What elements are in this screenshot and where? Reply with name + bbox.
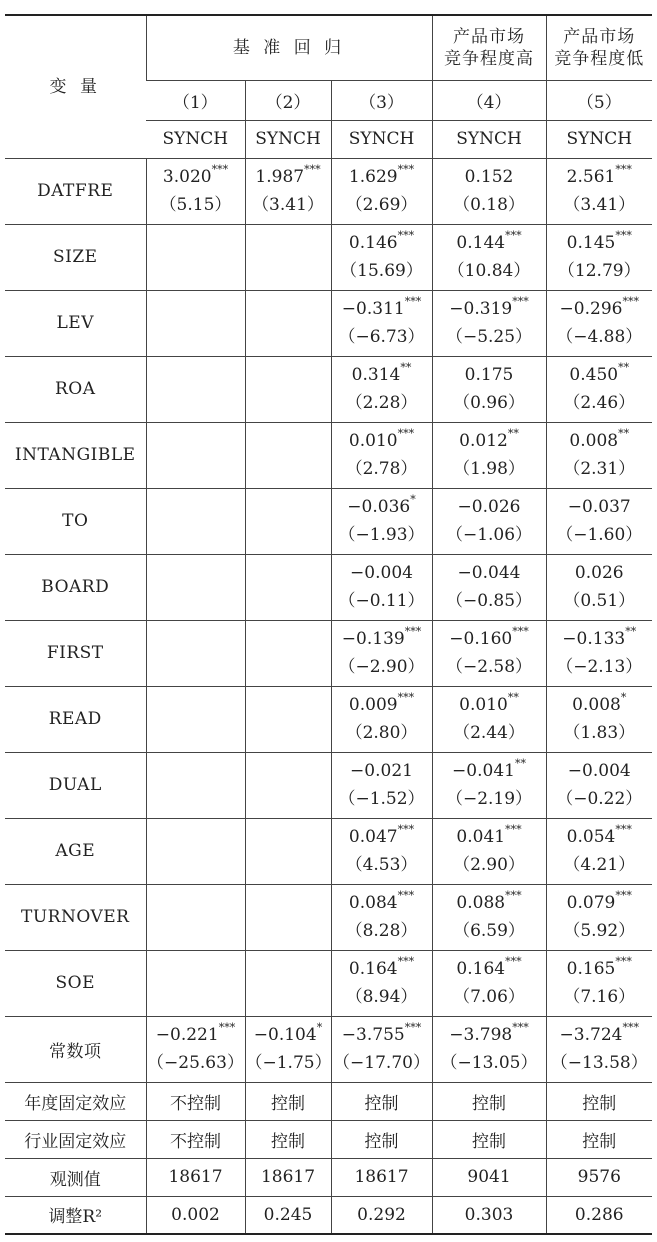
coef-cell [331, 884, 432, 950]
coef-cell [432, 752, 546, 818]
coef-cell [546, 356, 652, 422]
coef-row [5, 686, 652, 752]
coefficient: 0.010 [348, 431, 398, 451]
footer-label: 调整R² [5, 1196, 146, 1234]
dependent-variable: SYNCH [432, 120, 546, 158]
footer-value: 0.245 [245, 1196, 331, 1234]
coefficient: −3.755 [341, 1025, 405, 1045]
col-number: （2） [245, 80, 331, 120]
significance-stars: *** [218, 1021, 236, 1035]
t-statistic: （15.69） [340, 261, 423, 281]
coef-cell [432, 488, 546, 554]
coefficient: −0.311 [341, 299, 405, 319]
coef-cell [146, 950, 245, 1016]
t-statistic: （−25.63） [147, 1053, 244, 1073]
coefficient: 0.047 [348, 827, 398, 847]
footer-value: 18617 [245, 1158, 331, 1196]
variable-name: DATFRE [5, 158, 146, 224]
coef-cell [331, 158, 432, 224]
t-statistic: （3.41） [563, 195, 636, 215]
significance-stars: *** [404, 295, 422, 309]
footer-label: 年度固定效应 [5, 1082, 146, 1120]
t-statistic: （−5.25） [445, 327, 533, 347]
footer-row [5, 1196, 652, 1234]
footer-row [5, 1082, 652, 1120]
t-statistic: （−1.93） [338, 525, 425, 545]
t-statistic: （−2.13） [556, 657, 643, 677]
t-statistic: （−1.60） [556, 525, 643, 545]
significance-stars: *** [397, 889, 415, 903]
coef-cell [146, 224, 245, 290]
t-statistic: （7.16） [563, 987, 636, 1007]
significance-stars: *** [397, 427, 415, 441]
t-statistic: （−13.58） [550, 1053, 648, 1073]
coefficient: −0.044 [457, 563, 521, 583]
significance-stars: *** [404, 1021, 422, 1035]
coef-cell [546, 224, 652, 290]
coef-cell [432, 686, 546, 752]
coefficient: 0.450 [569, 365, 619, 385]
significance-stars: *** [512, 295, 529, 309]
t-statistic: （8.28） [345, 921, 418, 941]
footer-value: 9041 [432, 1158, 546, 1196]
coefficient: 0.079 [566, 893, 616, 913]
variable-name: INTANGIBLE [5, 422, 146, 488]
significance-stars: *** [615, 823, 632, 837]
coefficient: 1.629 [348, 167, 398, 187]
significance-stars: *** [512, 1021, 529, 1035]
coef-row [5, 356, 652, 422]
t-statistic: （2.31） [563, 459, 636, 479]
t-statistic: （−0.11） [338, 591, 425, 611]
coefficient: −0.296 [559, 299, 623, 319]
coef-cell [146, 158, 245, 224]
t-statistic: （5.15） [159, 195, 232, 215]
variable-name: SOE [5, 950, 146, 1016]
coefficient: −0.021 [350, 761, 413, 781]
coefficient: −3.798 [449, 1025, 513, 1045]
coefficient: −0.004 [350, 563, 413, 583]
variable-name: READ [5, 686, 146, 752]
variable-name: BOARD [5, 554, 146, 620]
coef-cell [245, 818, 331, 884]
coefficient: 0.088 [456, 893, 506, 913]
coef-cell [546, 686, 652, 752]
coef-cell [245, 686, 331, 752]
coefficient: 3.020 [162, 167, 212, 187]
coefficient: −0.133 [562, 629, 626, 649]
footer-value: 18617 [146, 1158, 245, 1196]
variable-name: TO [5, 488, 146, 554]
dependent-variable: SYNCH [245, 120, 331, 158]
coef-cell [146, 488, 245, 554]
coefficient: 0.165 [566, 959, 616, 979]
significance-stars: *** [505, 823, 522, 837]
t-statistic: （−1.06） [445, 525, 533, 545]
coef-cell [245, 950, 331, 1016]
coefficient: −0.221 [155, 1025, 219, 1045]
coef-cell [432, 422, 546, 488]
coef-cell [546, 884, 652, 950]
coef-cell [245, 290, 331, 356]
coef-cell [546, 422, 652, 488]
coef-cell [331, 818, 432, 884]
significance-stars: ** [625, 625, 637, 639]
t-statistic: （5.92） [563, 921, 636, 941]
coef-cell [546, 752, 652, 818]
coef-row [5, 224, 652, 290]
variable-name: SIZE [5, 224, 146, 290]
coefficient: −0.026 [457, 497, 521, 517]
col-number: （5） [546, 80, 652, 120]
significance-stars: *** [615, 889, 632, 903]
coefficient: −3.724 [559, 1025, 623, 1045]
variable-name: TURNOVER [5, 884, 146, 950]
dependent-variable: SYNCH [546, 120, 652, 158]
significance-stars: *** [622, 295, 639, 309]
variable-header: 变 量 [5, 15, 146, 158]
col-number: （1） [146, 80, 245, 120]
t-statistic: （2.80） [345, 723, 418, 743]
t-statistic: （−1.75） [245, 1053, 332, 1073]
coef-cell [331, 686, 432, 752]
t-statistic: （−0.85） [445, 591, 533, 611]
coefficient: 0.152 [464, 167, 514, 187]
significance-stars: * [410, 493, 416, 507]
footer-value: 18617 [331, 1158, 432, 1196]
coef-cell [146, 356, 245, 422]
coef-cell [146, 290, 245, 356]
coefficient: −0.004 [567, 761, 631, 781]
coef-cell [546, 620, 652, 686]
significance-stars: *** [397, 229, 415, 243]
coef-cell [546, 950, 652, 1016]
coefficient: 0.164 [456, 959, 506, 979]
coef-cell [432, 1016, 546, 1082]
coef-cell [245, 422, 331, 488]
t-statistic: （8.94） [345, 987, 418, 1007]
t-statistic: （−2.90） [338, 657, 425, 677]
baseline-header: 基 准 回 归 [146, 15, 432, 80]
coef-cell [245, 884, 331, 950]
coefficient: 0.008 [569, 431, 619, 451]
coef-cell [546, 488, 652, 554]
coef-cell [546, 554, 652, 620]
coef-cell [331, 224, 432, 290]
coefficient: 0.026 [574, 563, 624, 583]
significance-stars: ** [618, 427, 630, 441]
footer-value: 0.292 [331, 1196, 432, 1234]
footer-label: 观测值 [5, 1158, 146, 1196]
significance-stars: *** [615, 229, 632, 243]
significance-stars: *** [404, 625, 422, 639]
coef-cell [331, 620, 432, 686]
coef-cell [331, 356, 432, 422]
coef-cell [432, 620, 546, 686]
coefficient: 0.010 [459, 695, 508, 715]
footer-value: 控制 [245, 1082, 331, 1120]
coef-cell [432, 224, 546, 290]
col-number: （4） [432, 80, 546, 120]
t-statistic: （10.84） [447, 261, 531, 281]
t-statistic: （−2.19） [445, 789, 533, 809]
t-statistic: （4.53） [345, 855, 418, 875]
coefficient: 0.146 [348, 233, 398, 253]
significance-stars: *** [615, 955, 632, 969]
coef-cell [146, 752, 245, 818]
t-statistic: （7.06） [453, 987, 525, 1007]
coef-row [5, 158, 652, 224]
coef-row [5, 488, 652, 554]
t-statistic: （−17.70） [333, 1053, 430, 1073]
col-number: （3） [331, 80, 432, 120]
coefficient: −0.160 [449, 629, 513, 649]
significance-stars: *** [615, 163, 632, 177]
t-statistic: （2.69） [345, 195, 418, 215]
footer-value: 9576 [546, 1158, 652, 1196]
low-competition-header: 产品市场 竞争程度低 [546, 15, 652, 80]
t-statistic: （2.90） [453, 855, 525, 875]
coef-cell [245, 752, 331, 818]
coef-row [5, 290, 652, 356]
coef-cell [331, 290, 432, 356]
variable-name: FIRST [5, 620, 146, 686]
coef-cell [331, 422, 432, 488]
coef-cell [146, 818, 245, 884]
coef-row [5, 818, 652, 884]
significance-stars: ** [618, 361, 630, 375]
t-statistic: （−13.05） [440, 1053, 538, 1073]
footer-value: 控制 [432, 1120, 546, 1158]
coef-cell [331, 950, 432, 1016]
coefficient: 0.054 [566, 827, 616, 847]
t-statistic: （12.79） [557, 261, 641, 281]
significance-stars: *** [512, 625, 529, 639]
coef-cell [331, 488, 432, 554]
coef-cell [146, 422, 245, 488]
t-statistic: （2.28） [345, 393, 418, 413]
coef-cell [331, 554, 432, 620]
coef-cell [432, 818, 546, 884]
coef-cell [245, 356, 331, 422]
coefficient: 0.041 [456, 827, 506, 847]
coef-cell [146, 554, 245, 620]
coefficient: 1.987 [255, 167, 305, 187]
significance-stars: * [620, 691, 627, 705]
coefficient: 0.145 [566, 233, 616, 253]
coef-cell [245, 488, 331, 554]
coefficient: −0.319 [449, 299, 513, 319]
coef-cell [546, 290, 652, 356]
coef-cell [432, 950, 546, 1016]
coefficient: −0.041 [452, 761, 515, 781]
t-statistic: （1.83） [563, 723, 636, 743]
variable-name: DUAL [5, 752, 146, 818]
significance-stars: *** [397, 163, 415, 177]
coef-cell [546, 1016, 652, 1082]
significance-stars: *** [397, 823, 415, 837]
significance-stars: ** [507, 427, 519, 441]
coef-cell [432, 290, 546, 356]
coef-cell [146, 884, 245, 950]
significance-stars: ** [507, 691, 519, 705]
t-statistic: （6.59） [453, 921, 525, 941]
coef-cell [546, 158, 652, 224]
footer-value: 控制 [331, 1120, 432, 1158]
significance-stars: *** [622, 1021, 639, 1035]
significance-stars: * [316, 1021, 323, 1035]
significance-stars: *** [505, 889, 522, 903]
significance-stars: *** [397, 691, 415, 705]
coefficient: −0.036 [347, 497, 411, 517]
coef-cell [432, 554, 546, 620]
variable-name: ROA [5, 356, 146, 422]
coef-cell [245, 554, 331, 620]
coef-cell [245, 620, 331, 686]
footer-label: 行业固定效应 [5, 1120, 146, 1158]
footer-value: 控制 [546, 1120, 652, 1158]
coefficient: −0.037 [567, 497, 631, 517]
coefficient: 0.009 [348, 695, 398, 715]
footer-row [5, 1158, 652, 1196]
t-statistic: （−4.88） [556, 327, 643, 347]
coef-cell [432, 158, 546, 224]
coef-cell [146, 620, 245, 686]
coef-cell [245, 158, 331, 224]
footer-value: 0.286 [546, 1196, 652, 1234]
coef-row [5, 620, 652, 686]
significance-stars: *** [397, 955, 415, 969]
t-statistic: （0.96） [453, 393, 525, 413]
t-statistic: （−0.22） [556, 789, 643, 809]
coefficient: 0.012 [459, 431, 508, 451]
coef-row [5, 1016, 652, 1082]
t-statistic: （4.21） [563, 855, 636, 875]
footer-value: 0.002 [146, 1196, 245, 1234]
significance-stars: *** [304, 163, 321, 177]
significance-stars: ** [400, 361, 412, 375]
dependent-variable: SYNCH [146, 120, 245, 158]
coef-row [5, 950, 652, 1016]
coef-cell [245, 1016, 331, 1082]
footer-value: 不控制 [146, 1120, 245, 1158]
coefficient: −0.104 [253, 1025, 317, 1045]
coefficient: 2.561 [566, 167, 616, 187]
coef-row [5, 884, 652, 950]
high-competition-header: 产品市场 竞争程度高 [432, 15, 546, 80]
coef-row [5, 752, 652, 818]
coef-cell [331, 752, 432, 818]
coef-row [5, 422, 652, 488]
coef-cell [146, 1016, 245, 1082]
t-statistic: （−1.52） [338, 789, 425, 809]
t-statistic: （0.51） [563, 591, 636, 611]
variable-name: AGE [5, 818, 146, 884]
coefficient: −0.139 [341, 629, 405, 649]
t-statistic: （2.46） [563, 393, 636, 413]
significance-stars: *** [505, 229, 522, 243]
t-statistic: （2.78） [345, 459, 418, 479]
t-statistic: （3.41） [252, 195, 324, 215]
regression-table [5, 14, 652, 1235]
significance-stars: *** [211, 163, 229, 177]
footer-value: 控制 [245, 1120, 331, 1158]
coefficient: 0.008 [572, 695, 621, 715]
t-statistic: （−6.73） [338, 327, 425, 347]
coef-cell [146, 686, 245, 752]
significance-stars: ** [514, 757, 526, 771]
footer-value: 控制 [331, 1082, 432, 1120]
coef-cell [245, 224, 331, 290]
significance-stars: *** [505, 955, 522, 969]
t-statistic: （1.98） [453, 459, 525, 479]
coefficient: 0.144 [456, 233, 506, 253]
variable-name: 常数项 [5, 1016, 146, 1082]
coefficient: 0.084 [348, 893, 398, 913]
variable-name: LEV [5, 290, 146, 356]
t-statistic: （−2.58） [445, 657, 533, 677]
footer-value: 控制 [546, 1082, 652, 1120]
footer-value: 不控制 [146, 1082, 245, 1120]
t-statistic: （2.44） [453, 723, 525, 743]
footer-row [5, 1120, 652, 1158]
footer-value: 控制 [432, 1082, 546, 1120]
t-statistic: （0.18） [453, 195, 525, 215]
coefficient: 0.175 [464, 365, 514, 385]
coefficient: 0.314 [351, 365, 401, 385]
coef-cell [432, 356, 546, 422]
footer-value: 0.303 [432, 1196, 546, 1234]
dependent-variable: SYNCH [331, 120, 432, 158]
coef-cell [432, 884, 546, 950]
coef-cell [331, 1016, 432, 1082]
coefficient: 0.164 [348, 959, 398, 979]
coef-row [5, 554, 652, 620]
coef-cell [546, 818, 652, 884]
